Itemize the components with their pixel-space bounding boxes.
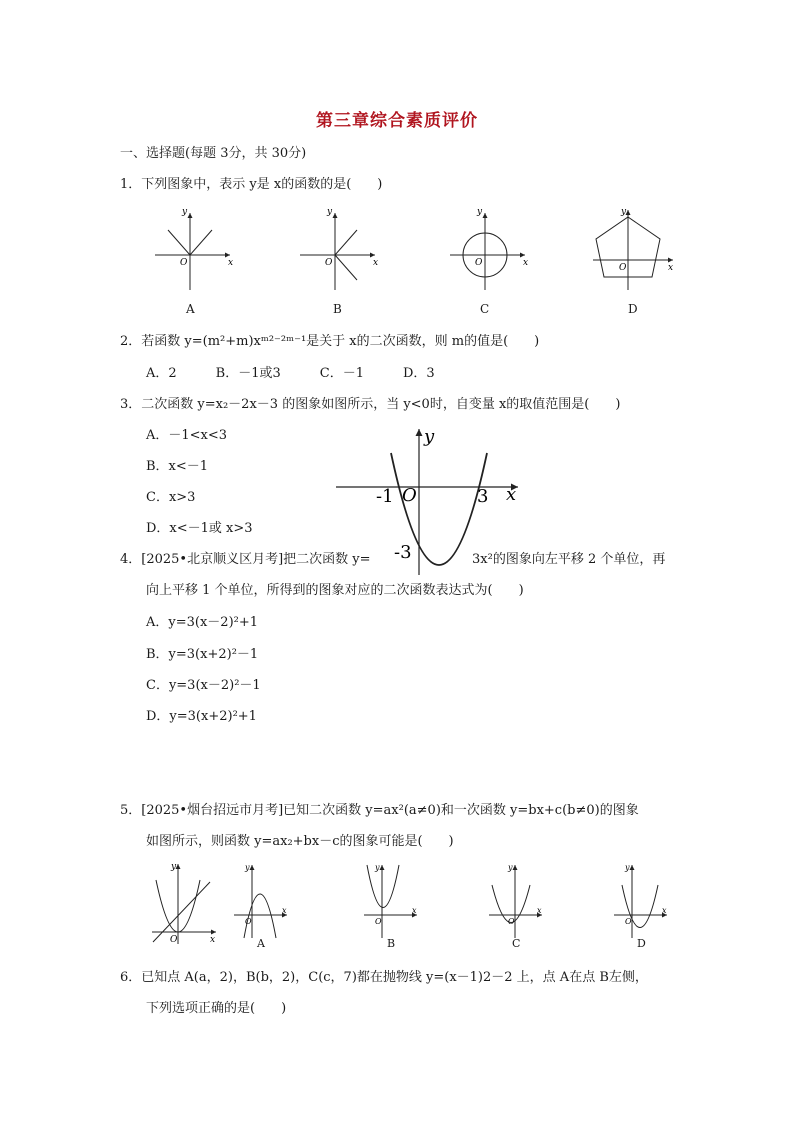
axis-x-label: x [662,906,667,915]
question-4-option-b: B．y=3(x+2)²－1 [146,647,259,662]
question-3-option-d: D．x<－1或 x>3 [146,521,253,536]
axis-y-label: y [171,862,177,872]
q1-label-d: D [628,302,638,316]
q1-graph-c [445,205,535,295]
q5-label-c: C [512,937,521,950]
axis-x-label: x [523,258,529,268]
question-3-option-b: B．x<－1 [146,459,209,474]
q1-graph-d [588,205,683,295]
question-1-stem: 1．下列图象中，表示 y是 x的函数的是( ) [120,177,383,192]
question-2-stem: 2．若函数 y=(m²+m)xᵐ²⁻²ᵐ⁻¹是关于 x的二次函数，则 m的值是( ) [120,334,540,349]
question-4-line1: 4．[2025•北京顺义区月考]把二次函数 y= [120,552,371,567]
question-4-line2: 向上平移 1 个单位，所得到的图象对应的二次函数表达式为( ) [146,583,524,598]
q5-label-b: B [387,937,396,950]
q5-given-graph [150,860,222,946]
origin-label: O [625,917,632,926]
axis-y-label: y [477,207,483,217]
q3-root-minus-one: -1 [376,486,394,507]
question-3-option-c: C．x>3 [146,490,196,505]
axis-x-label: x [282,906,287,915]
q1-label-a: A [186,302,195,316]
origin-label: O [508,917,515,926]
question-2-options: A．2 B．－1或3 C．－1 D．3 [146,366,435,381]
origin-label: O [619,263,627,273]
q5-option-a-graph [232,860,292,940]
axis-y-label: y [508,863,513,872]
axis-x-label: x [537,906,542,915]
question-5-line1: 5．[2025•烟台招远市月考]已知二次函数 y=ax²(a≠0)和一次函数 y=bx+c(b≠0)的图象 [120,803,639,818]
q5-label-d: D [637,937,646,950]
origin-label: O [475,258,483,268]
origin-label: O [325,258,333,268]
question-4-option-a: A．y=3(x－2)²+1 [146,615,259,630]
axis-x-label: x [373,258,379,268]
axis-y-label: y [621,207,627,217]
origin-label: O [180,258,188,268]
q1-label-c: C [480,302,490,316]
q1-graph-b [295,205,385,295]
origin-label: O [170,935,178,945]
q5-label-a: A [257,937,265,950]
axis-y-label: y [245,863,250,872]
q3-root-three: 3 [477,486,489,507]
axis-x-label: x [210,935,216,945]
section-heading: 一、选择题(每题 3分，共 30分) [120,146,307,161]
q5-option-c-graph [487,860,547,940]
origin-label: O [245,917,252,926]
question-4-option-d: D．y=3(x+2)²+1 [146,709,257,724]
axis-y-label: y [375,863,380,872]
question-3-stem: 3．二次函数 y=x₂－2x－3 的图象如图所示，当 y<0时，自变量 x的取值范围是( ) [120,397,621,412]
question-5-line2: 如图所示，则函数 y=ax₂+bx－c的图象可能是( ) [146,834,454,849]
q3-origin-label: O [402,485,417,506]
question-4-line1-end: 3x²的图象向左平移 2 个单位，再 [472,552,666,567]
q1-graph-a [150,205,240,295]
axis-x-label: x [412,906,417,915]
q3-intercept-minus-three: -3 [394,542,412,563]
axis-y-label: y [182,207,188,217]
question-6-line1: 6．已知点 A(a，2)，B(b，2)，C(c，7)都在抛物线 y=(x－1)2－2 上，点 A在点 B左侧， [120,970,648,985]
q3-axis-y-label: y [424,426,435,447]
question-6-line2: 下列选项正确的是( ) [146,1001,287,1016]
q3-axis-x-label: x [506,484,517,505]
question-4-option-c: C．y=3(x－2)²－1 [146,678,261,693]
page-title: 第三章综合素质评价 [316,111,478,131]
axis-y-label: y [625,863,630,872]
axis-x-label: x [668,263,674,273]
q1-label-b: B [333,302,342,316]
q5-option-d-graph [612,860,672,940]
origin-label: O [375,917,382,926]
axis-x-label: x [228,258,234,268]
q5-option-b-graph [362,860,422,940]
question-3-option-a: A．－1<x<3 [146,428,228,443]
axis-y-label: y [327,207,333,217]
